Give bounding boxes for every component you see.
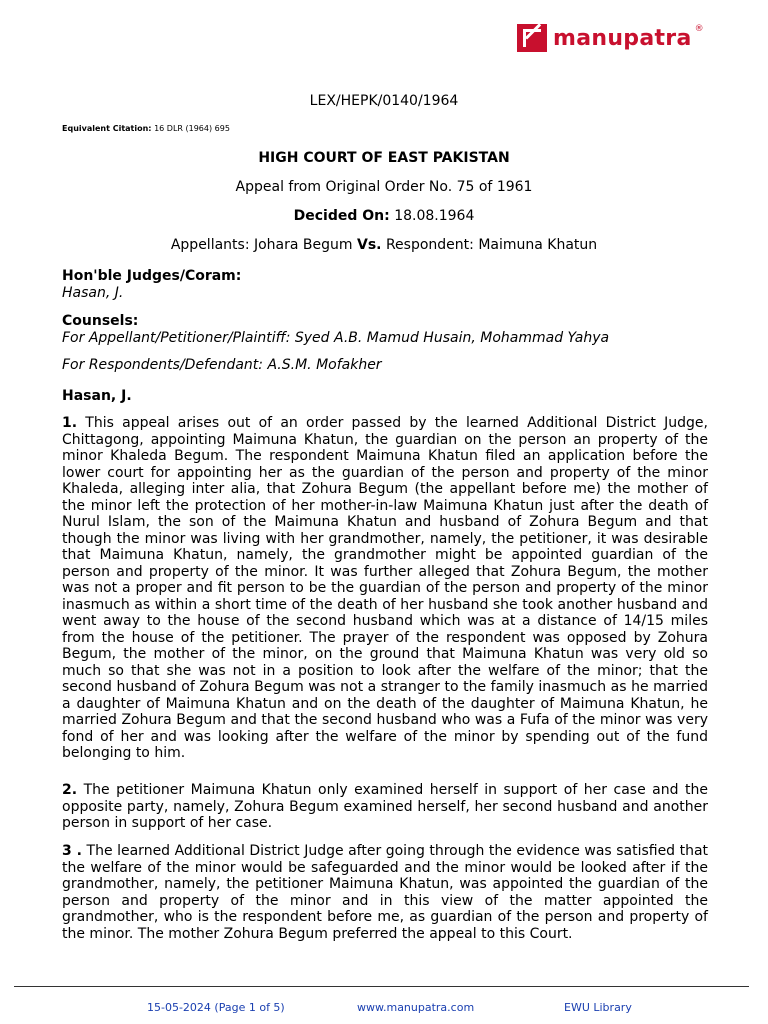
paragraph-text: This appeal arises out of an order passed by the learned Additional District Judge, Chittagong, appointing Maimuna Khatun, the guardian on the person an property of the minor Khaleda Begum. The respondent Maimuna Khatun filed an application before the lower court for appointing her as the guardian of the person and property of the minor Khaleda, alleging inter alia, that Zohura Begum (the appellant before me) the mother of the minor left the protection of her mother-in-law Maimuna Khatun just after the death of Nurul Islam, the son of the Maimuna Khatun and husband of Zohura Begum and that though the minor was living with her grandmother, namely, the petitioner, it was desirable that Maimuna Khatun, namely, the grandmother might be appointed guardian of the person and property of the minor. It was further alleged that Zohura Begum, the mother was not a proper and fit person to be the guardian of the person and property of the minor inasmuch as within a short time of the death of her husband she took another husband and went away to the house of the second husband which was at a distance of 14/15 miles from the house of the petitioner. The prayer of the respondent was opposed by Zohura Begum, the mother of the minor, on the ground that Maimuna Khatun was very old so much so that she was not in a position to look after the welfare of the minor; that the second husband of Zohura Begum was not a stranger to the family inasmuch as he married a daughter of Maimuna Khatun and on the death of the daughter of Maimuna Khatun, he married Zohura Begum and that the second husband who was a Fufa of the minor was very fond of her and was looking after the welfare of the minor by spending out of the fund belonging to him.	[62, 415, 708, 761]
judges-section	[62, 268, 708, 301]
registered-mark: ®	[694, 24, 704, 34]
parties	[0, 237, 768, 253]
judges-value: Hasan, J.	[62, 284, 124, 301]
paragraph-number: 2.	[62, 782, 78, 798]
manupatra-logo-icon	[517, 24, 547, 52]
appeal-number: Appeal from Original Order No. 75 of 1961	[235, 179, 533, 195]
paragraph-text: The learned Additional District Judge after going through the evidence was satisfied that the welfare of the minor would be safeguarded and the minor would be looked after if the grandmother, namely, the petitioner Maimuna Khatun, was appointed the guardian of the person and property of the minor and in this view of the matter appointed the grandmother, who is the respondent before me, as guardian of the person and property of the minor. The mother Zohura Begum preferred the appeal to this Court.	[62, 843, 709, 942]
citation-id: LEX/HEPK/0140/1964	[309, 93, 459, 109]
appellants: Appellants: Johara Begum	[170, 237, 353, 253]
paragraph-3	[62, 843, 708, 942]
decided-label: Decided On:	[293, 208, 390, 224]
judges-label: Hon'ble Judges/Coram:	[62, 268, 242, 284]
paragraph-number: 3 .	[62, 843, 83, 859]
footer-library: EWU Library	[564, 1001, 632, 1014]
equivalent-citation-label: Equivalent Citation:	[62, 124, 152, 133]
paragraph-text: The petitioner Maimuna Khatun only examined herself in support of her case and the opposite party, namely, Zohura Begum examined herself, her second husband and another person in support of her case.	[62, 782, 708, 831]
paragraph-1	[62, 415, 708, 762]
judge-heading: Hasan, J.	[62, 388, 132, 404]
court-name: HIGH COURT OF EAST PAKISTAN	[258, 150, 510, 166]
paragraph-2	[62, 782, 708, 832]
counsels-label: Counsels:	[62, 313, 139, 329]
logo-text: manupatra	[553, 25, 692, 51]
paragraph-number: 1.	[62, 415, 78, 431]
decided-date: 18.08.1964	[394, 208, 475, 224]
equivalent-citation-value: 16 DLR (1964) 695	[154, 124, 230, 133]
manupatra-logo	[517, 22, 704, 54]
decided-on	[0, 208, 768, 224]
footer-divider	[14, 986, 749, 987]
respondent: Respondent: Maimuna Khatun	[385, 237, 598, 253]
equivalent-citation	[62, 124, 230, 133]
versus: Vs.	[357, 237, 382, 253]
respondent-counsel: For Respondents/Defendant: A.S.M. Mofakher	[62, 357, 382, 373]
counsels-section	[62, 313, 708, 346]
appellant-counsel: For Appellant/Petitioner/Plaintiff: Syed A.B. Mamud Husain, Mohammad Yahya	[62, 329, 610, 346]
footer-date-page: 15-05-2024 (Page 1 of 5)	[147, 1001, 285, 1014]
footer-site-link[interactable]: www.manupatra.com	[357, 1001, 475, 1014]
